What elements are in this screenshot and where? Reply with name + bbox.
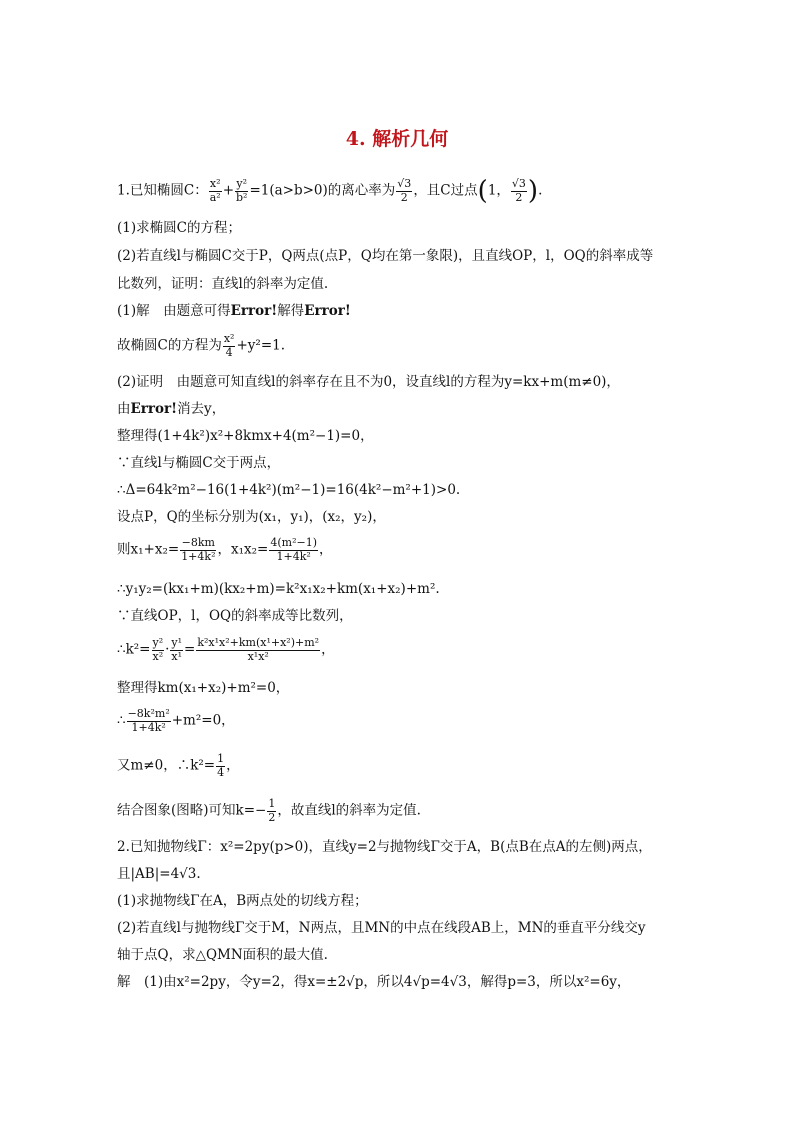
intersect-line: ∵直线l与椭圆C交于两点， <box>117 455 281 471</box>
denominator: 2 <box>400 190 408 204</box>
text: 结合图象(图略)可知k=− <box>117 802 267 819</box>
slope-product-line <box>117 637 335 663</box>
fraction <box>267 798 276 824</box>
denominator: 1+4k² <box>276 549 311 563</box>
text: 1.已知椭圆C： <box>117 182 208 199</box>
numerator: √3 <box>397 177 412 190</box>
solution-1-line <box>117 305 351 319</box>
numerator: 1 <box>217 752 225 765</box>
fraction <box>269 537 318 563</box>
numerator: y² <box>236 177 248 190</box>
problem-1-statement <box>117 176 543 207</box>
text: ， <box>226 757 240 774</box>
fraction <box>209 178 222 204</box>
fraction <box>511 178 527 204</box>
numerator: x² <box>223 332 235 345</box>
fraction <box>196 637 320 663</box>
right-paren: ) <box>527 176 539 207</box>
k-squared-line <box>117 753 240 779</box>
left-paren: ( <box>477 176 488 207</box>
discriminant-line: ∴Δ=64k²m²−16(1+4k²)(m²−1)=16(4k²−m²+1)>0. <box>117 482 461 498</box>
text: · <box>165 641 170 658</box>
denominator: b² <box>236 190 248 204</box>
numerator: 1 <box>268 797 276 810</box>
problem-2-question-1: (1)求抛物线Γ在A，B两点处的切线方程； <box>117 893 368 909</box>
ellipse-equation-line <box>117 333 285 359</box>
eliminate-y-line <box>117 403 225 417</box>
numerator: k²x¹x²+km(x¹+x²)+m² <box>197 636 320 649</box>
fraction <box>216 753 225 779</box>
denominator: 4 <box>225 345 233 359</box>
coordinates-line: 设点P，Q的坐标分别为(x₁，y₁)，(x₂，y₂)， <box>117 509 386 525</box>
text: 由 <box>117 401 131 417</box>
page-title: 4. 解析几何 <box>345 128 449 150</box>
question-2-line-2: 比数列，证明：直线l的斜率为定值. <box>117 276 329 292</box>
numerator: x² <box>209 177 221 190</box>
fraction <box>152 637 165 663</box>
denominator: 2 <box>268 810 276 824</box>
error-text: Error! <box>130 401 178 417</box>
text: +m²=0， <box>171 712 235 729</box>
fraction <box>170 637 183 663</box>
text: ∴ <box>117 712 126 729</box>
error-text: Error! <box>304 303 351 319</box>
substitution-line <box>117 708 235 734</box>
text: ， <box>319 541 333 558</box>
geometric-sequence-line: ∵直线OP，l，OQ的斜率成等比数列， <box>117 608 353 624</box>
denominator: x² <box>152 649 164 663</box>
fraction <box>396 178 412 204</box>
denominator: 4 <box>217 765 225 779</box>
proof-intro: (2)证明 由题意可知直线l的斜率存在且不为0，设直线l的方程为y=kx+m(m≠0)， <box>117 374 620 390</box>
problem-2-question-2-line-1: (2)若直线l与抛物线Γ交于M，N两点，且MN的中点在线段AB上，MN的垂直平分线交y <box>117 920 646 936</box>
fraction <box>223 333 236 359</box>
text: (1)解 由题意可得 <box>117 303 231 319</box>
numerator: −8k²m² <box>127 707 170 720</box>
denominator: a² <box>209 190 221 204</box>
fraction <box>180 537 216 563</box>
text: 则x₁+x₂= <box>117 541 180 558</box>
text: ∴k²= <box>117 641 151 658</box>
text: ，故直线l的斜率为定值. <box>277 802 421 819</box>
text: 解得 <box>277 303 305 319</box>
text: 故椭圆C的方程为 <box>117 337 222 354</box>
text: = <box>184 641 196 658</box>
denominator: 1+4k² <box>131 720 166 734</box>
numerator: y² <box>152 636 164 649</box>
numerator: −8km <box>181 536 215 549</box>
text: +y²=1. <box>236 337 286 354</box>
vieta-line <box>117 537 333 563</box>
text: + <box>222 182 234 199</box>
text: ， <box>321 641 335 658</box>
conclusion-line <box>117 798 421 824</box>
simplify-line: 整理得km(x₁+x₂)+m²=0， <box>117 680 290 696</box>
question-2-line-1: (2)若直线l与椭圆C交于P，Q两点(点P，Q均在第一象限)，且直线OP，l，OQ的斜率成等 <box>117 248 654 264</box>
text: . <box>538 182 543 199</box>
text: 又m≠0，∴k²= <box>117 757 216 774</box>
denominator: 1+4k² <box>181 549 216 563</box>
text: ，x₁x₂= <box>217 541 269 558</box>
fraction <box>127 708 171 734</box>
denominator: x¹x² <box>247 649 269 663</box>
denominator: x¹ <box>171 649 183 663</box>
text: ，且C过点 <box>413 182 478 199</box>
text: =1(a>b>0)的离心率为 <box>249 182 396 199</box>
fraction <box>235 178 248 204</box>
numerator: 4(m²−1) <box>270 536 317 549</box>
error-text: Error! <box>230 303 278 319</box>
text: 1， <box>487 182 510 199</box>
quadratic-line: 整理得(1+4k²)x²+8kmx+4(m²−1)=0， <box>117 428 374 444</box>
problem-2-line-2: 且|AB|=4√3. <box>117 866 201 882</box>
problem-2-question-2-line-2: 轴于点Q，求△QMN面积的最大值. <box>117 947 328 963</box>
numerator: √3 <box>511 177 526 190</box>
product-line: ∴y₁y₂=(kx₁+m)(kx₂+m)=k²x₁x₂+km(x₁+x₂)+m². <box>117 581 440 597</box>
question-1: (1)求椭圆C的方程； <box>117 220 241 236</box>
text: 消去y， <box>177 401 226 417</box>
denominator: 2 <box>515 190 523 204</box>
numerator: y¹ <box>171 636 183 649</box>
problem-2-line-1: 2.已知抛物线Γ：x²=2py(p>0)，直线y=2与抛物线Γ交于A，B(点B在点A的左侧)两点， <box>117 839 652 855</box>
problem-2-solution-line: 解 (1)由x²=2py，令y=2，得x=±2√p，所以4√p=4√3，解得p=3，所以x²=6y， <box>117 974 631 990</box>
